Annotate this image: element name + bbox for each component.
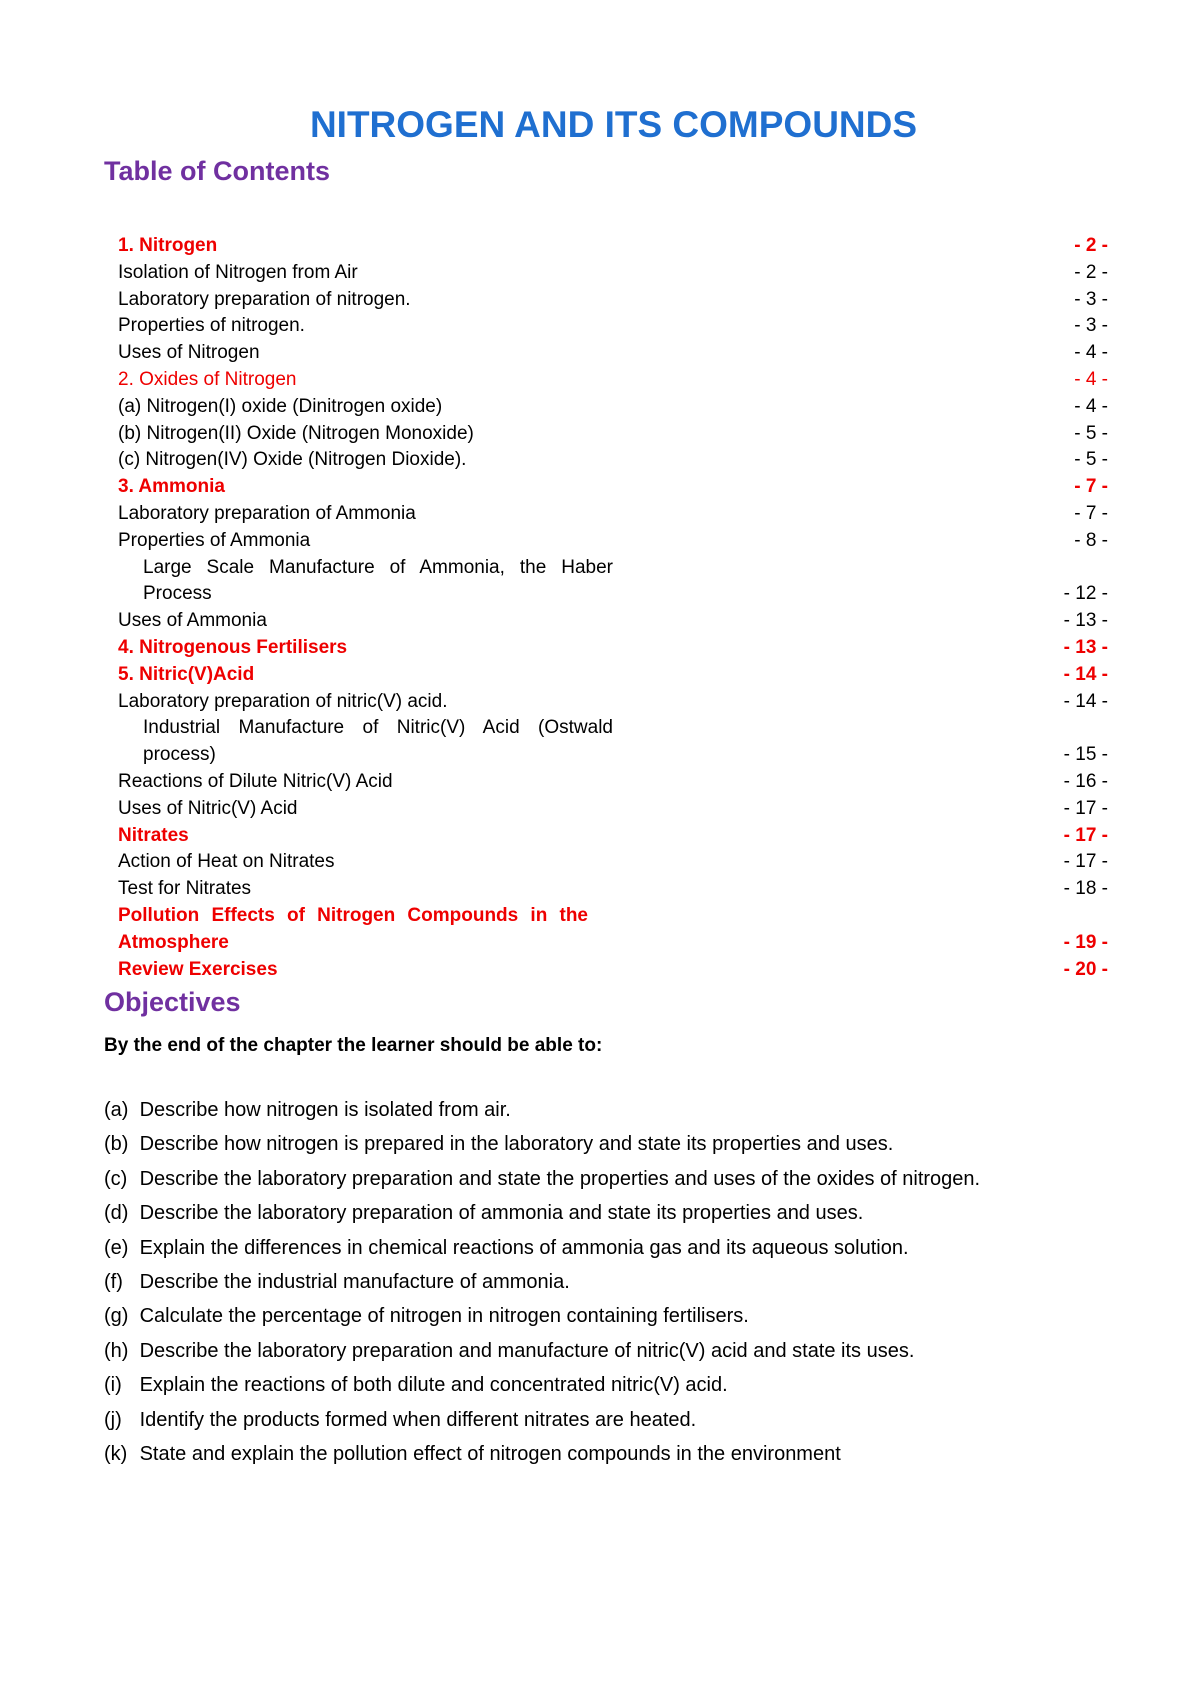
toc-entry-page-number: - 18 - — [1063, 878, 1108, 900]
objective-item — [104, 1196, 980, 1230]
objective-text: Describe how nitrogen is isolated from air. — [139, 1099, 511, 1121]
toc-entry-page-number: - 16 - — [1063, 770, 1108, 792]
toc-entry-page-number: - 3 - — [1074, 315, 1108, 337]
objective-item — [104, 1093, 980, 1127]
toc-entry[interactable] — [118, 340, 1108, 367]
toc-entry-label: 2. Oxides of Nitrogen — [118, 368, 297, 390]
objective-item — [104, 1231, 980, 1265]
toc-entry[interactable] — [118, 715, 1108, 769]
toc-entry-page-number: - 13 - — [1063, 636, 1108, 658]
toc-entry[interactable] — [118, 796, 1108, 823]
toc-entry-label: Uses of Ammonia — [118, 610, 267, 632]
toc-entry-label: Properties of nitrogen. — [118, 315, 305, 337]
toc-entry-page-number: - 5 - — [1074, 449, 1108, 471]
toc-entry-label: Large Scale Manufacture of Ammonia, the Haber Process — [143, 556, 613, 605]
objective-marker: (j) — [104, 1408, 122, 1431]
toc-entry-page-number: - 4 - — [1074, 342, 1108, 364]
objective-marker: (d) — [104, 1202, 129, 1225]
toc-entry-label: Uses of Nitrogen — [118, 342, 260, 364]
objective-text: Describe the industrial manufacture of ammonia. — [139, 1271, 570, 1294]
toc-entry-label: Industrial Manufacture of Nitric(V) Acid (Ostwald process) — [143, 717, 613, 766]
objective-item — [104, 1334, 980, 1368]
toc-entry[interactable] — [118, 287, 1108, 314]
toc-entry-label: Test for Nitrates — [118, 878, 252, 900]
objectives-intro: By the end of the chapter the learner should be able to: — [104, 1035, 603, 1056]
objective-text: Describe the laboratory preparation and manufacture of nitric(V) acid and state its uses. — [139, 1339, 915, 1362]
toc-entry[interactable] — [118, 876, 1108, 903]
objectives-heading: Objectives — [104, 987, 241, 1017]
objective-marker: (e) — [104, 1236, 129, 1259]
toc-entry-page-number: - 2 - — [1074, 261, 1108, 283]
objective-text: Explain the reactions of both dilute and concentrated nitric(V) acid. — [139, 1374, 728, 1397]
objective-text: Calculate the percentage of nitrogen in nitrogen containing fertilisers. — [139, 1305, 749, 1328]
toc-entry-page-number: - 15 - — [1063, 744, 1108, 766]
objective-item — [104, 1265, 980, 1299]
objective-text: Describe the laboratory preparation and state the properties and uses of the oxides of nitrogen. — [139, 1167, 981, 1190]
toc-entry[interactable] — [118, 474, 1108, 501]
toc-entry-label: (a) Nitrogen(I) oxide (Dinitrogen oxide) — [118, 395, 443, 417]
toc-entry[interactable] — [118, 769, 1108, 796]
toc-entry-label: Review Exercises — [118, 958, 278, 980]
toc-entry-label: 5. Nitric(V)Acid — [118, 663, 255, 685]
toc-entry[interactable] — [118, 528, 1108, 555]
objective-marker: (a) — [104, 1099, 129, 1121]
objective-marker: (k) — [104, 1443, 128, 1466]
objective-item — [104, 1437, 980, 1471]
toc-entry[interactable] — [118, 635, 1108, 662]
toc-entry-page-number: - 17 - — [1063, 851, 1108, 873]
objective-text: State and explain the pollution effect of nitrogen compounds in the environment — [139, 1443, 841, 1466]
objective-marker: (b) — [104, 1133, 129, 1156]
toc-entry[interactable] — [118, 394, 1108, 421]
objective-marker: (g) — [104, 1305, 129, 1328]
objective-text: Identify the products formed when different nitrates are heated. — [139, 1408, 697, 1431]
toc-entry-page-number: - 2 - — [1074, 235, 1108, 256]
toc-entry[interactable] — [118, 260, 1108, 287]
toc-entry-label: 4. Nitrogenous Fertilisers — [118, 636, 348, 658]
toc-entry[interactable] — [118, 421, 1108, 448]
toc-entry-label: Uses of Nitric(V) Acid — [118, 797, 298, 819]
objective-marker: (h) — [104, 1339, 129, 1362]
objective-item — [104, 1403, 980, 1437]
toc-entry[interactable] — [118, 957, 1108, 984]
toc-entry-label: Pollution Effects of Nitrogen Compounds in the Atmosphere — [118, 904, 588, 953]
toc-entry[interactable] — [118, 608, 1108, 635]
toc-entry-page-number: - 14 - — [1063, 690, 1108, 712]
toc-entry-page-number: - 8 - — [1074, 529, 1108, 551]
objective-text: Describe how nitrogen is prepared in the laboratory and state its properties and uses. — [139, 1133, 894, 1156]
objectives-list — [104, 1093, 980, 1471]
toc-entry-label: Action of Heat on Nitrates — [118, 851, 335, 873]
toc-entry-page-number: - 20 - — [1063, 958, 1108, 980]
objective-marker: (c) — [104, 1167, 128, 1190]
toc-entry-page-number: - 4 - — [1074, 368, 1108, 390]
toc-entry-page-number: - 7 - — [1074, 476, 1108, 498]
toc-entry[interactable] — [118, 823, 1108, 850]
toc-entry-page-number: - 4 - — [1074, 395, 1108, 417]
toc-entry[interactable] — [118, 689, 1108, 716]
toc-entry-label: 3. Ammonia — [118, 476, 225, 498]
toc-entry[interactable] — [118, 447, 1108, 474]
objective-marker: (i) — [104, 1374, 122, 1397]
toc-entry-label: (b) Nitrogen(II) Oxide (Nitrogen Monoxide) — [118, 422, 474, 444]
toc-entry-page-number: - 17 - — [1063, 797, 1108, 819]
toc-entry-label: Laboratory preparation of Ammonia — [118, 502, 416, 524]
toc-entry[interactable] — [118, 903, 1108, 957]
toc-entry-page-number: - 3 - — [1074, 288, 1108, 310]
toc-entry[interactable] — [118, 501, 1108, 528]
objective-text: Describe the laboratory preparation of ammonia and state its properties and uses. — [139, 1202, 864, 1225]
toc-entry-label: Properties of Ammonia — [118, 529, 311, 551]
document-title: NITROGEN AND ITS COMPOUNDS — [309, 104, 918, 145]
objective-item — [104, 1299, 980, 1333]
toc-entry-label: Laboratory preparation of nitric(V) acid. — [118, 690, 448, 712]
toc-entry-page-number: - 5 - — [1074, 422, 1108, 444]
table-of-contents — [118, 233, 1108, 983]
objective-item — [104, 1368, 980, 1402]
toc-entry[interactable] — [118, 367, 1108, 394]
toc-entry-page-number: - 13 - — [1063, 610, 1108, 632]
toc-entry[interactable] — [118, 313, 1108, 340]
toc-entry[interactable] — [118, 555, 1108, 609]
toc-entry-label: Isolation of Nitrogen from Air — [118, 261, 358, 283]
objective-text: Explain the differences in chemical reactions of ammonia gas and its aqueous solution. — [139, 1236, 909, 1259]
toc-entry[interactable] — [118, 849, 1108, 876]
objective-item — [104, 1127, 980, 1161]
toc-entry-page-number: - 17 - — [1063, 824, 1108, 846]
toc-entry-page-number: - 7 - — [1074, 502, 1108, 524]
toc-entry-label: Laboratory preparation of nitrogen. — [118, 288, 411, 310]
toc-entry[interactable] — [118, 662, 1108, 689]
toc-entry-page-number: - 14 - — [1063, 663, 1108, 685]
toc-entry-label: Reactions of Dilute Nitric(V) Acid — [118, 770, 393, 792]
toc-entry-label: Nitrates — [118, 824, 189, 846]
toc-entry-page-number: - 12 - — [1063, 583, 1108, 605]
toc-heading: Table of Contents — [104, 156, 330, 186]
toc-entry[interactable] — [118, 233, 1108, 260]
toc-entry-label: (c) Nitrogen(IV) Oxide (Nitrogen Dioxide). — [118, 449, 467, 471]
objective-item — [104, 1162, 980, 1196]
objective-marker: (f) — [104, 1271, 123, 1294]
toc-entry-page-number: - 19 - — [1063, 931, 1108, 953]
toc-entry-label: 1. Nitrogen — [118, 235, 218, 256]
